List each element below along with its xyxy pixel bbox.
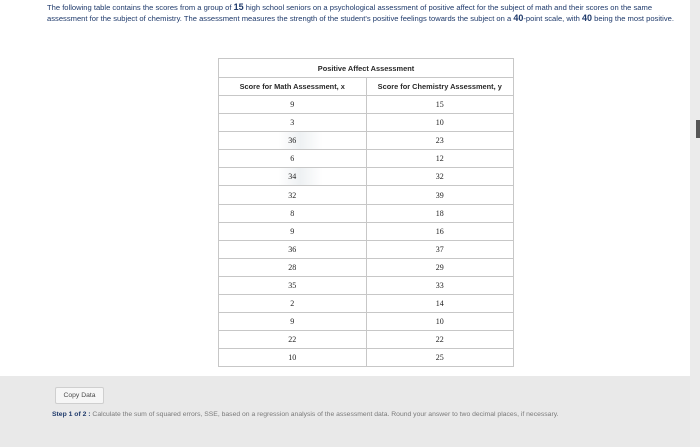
cell-chemistry-score: 33: [366, 276, 514, 294]
table-row: [219, 96, 514, 114]
student-count: 15: [233, 2, 244, 12]
cell-math-score: 36: [219, 240, 367, 258]
cell-math-score: 8: [219, 204, 367, 222]
step-label: Step 1 of 2 :: [52, 411, 91, 418]
table-caption: Positive Affect Assessment: [219, 59, 514, 78]
intro-text-4: being the most positive.: [594, 14, 674, 23]
max-value: 40: [582, 13, 593, 23]
cell-chemistry-score: 15: [366, 96, 514, 114]
cell-math-score: 32: [219, 186, 367, 204]
copy-data-button[interactable]: Copy Data: [55, 387, 104, 404]
cell-math-score: 35: [219, 276, 367, 294]
cell-chemistry-score: 22: [366, 331, 514, 349]
table-caption-row: [219, 59, 514, 78]
cell-chemistry-score: 10: [366, 313, 514, 331]
table-row: [219, 150, 514, 168]
table-row: [219, 240, 514, 258]
cell-math-score: 10: [219, 349, 367, 367]
cell-chemistry-score: 18: [366, 204, 514, 222]
table-row: [219, 132, 514, 150]
intro-text-3: -point scale, with: [523, 14, 580, 23]
cell-chemistry-score: 32: [366, 168, 514, 186]
column-header-y: Score for Chemistry Assessment, y: [366, 78, 514, 96]
cell-math-score: 9: [219, 96, 367, 114]
cell-chemistry-score: 39: [366, 186, 514, 204]
cell-math-score: 28: [219, 258, 367, 276]
cell-math-score: 22: [219, 331, 367, 349]
cell-chemistry-score: 29: [366, 258, 514, 276]
cell-chemistry-score: 23: [366, 132, 514, 150]
table-row: [219, 258, 514, 276]
intro-text-1: The following table contains the scores from a group of: [47, 3, 232, 12]
table-row: [219, 331, 514, 349]
cell-math-score: 3: [219, 114, 367, 132]
cell-math-score: 9: [219, 313, 367, 331]
cell-math-score: 34: [219, 168, 367, 186]
table-row: [219, 186, 514, 204]
cell-chemistry-score: 25: [366, 349, 514, 367]
step-instructions: [52, 410, 652, 420]
problem-intro: [47, 2, 677, 24]
table-row: [219, 168, 514, 186]
cell-math-score: 9: [219, 222, 367, 240]
table-row: [219, 114, 514, 132]
cell-chemistry-score: 16: [366, 222, 514, 240]
intro-text-2: high school seniors on a psychological assessment of positive affect for the subject of math and their scores on the same assessment for the subject of chemistry. The assessment measures the strength of the student's positive feelings towards the subject on a: [47, 3, 653, 23]
column-header-x: Score for Math Assessment, x: [219, 78, 367, 96]
step-text: Calculate the sum of squared errors, SSE, based on a regression analysis of the assessment data. Round your answer to two decimal places, if necessary.: [92, 411, 559, 418]
scrollbar-thumb[interactable]: [696, 120, 700, 138]
cell-chemistry-score: 14: [366, 295, 514, 313]
table-header-row: [219, 78, 514, 96]
scale-value: 40: [513, 13, 524, 23]
cell-chemistry-score: 10: [366, 114, 514, 132]
table-row: [219, 313, 514, 331]
cell-math-score: 36: [219, 132, 367, 150]
cell-chemistry-score: 37: [366, 240, 514, 258]
assessment-table-container: [218, 58, 514, 367]
table-row: [219, 295, 514, 313]
assessment-table: [218, 58, 514, 367]
cell-math-score: 6: [219, 150, 367, 168]
table-row: [219, 222, 514, 240]
cell-chemistry-score: 12: [366, 150, 514, 168]
table-row: [219, 204, 514, 222]
table-row: [219, 276, 514, 294]
table-row: [219, 349, 514, 367]
cell-math-score: 2: [219, 295, 367, 313]
